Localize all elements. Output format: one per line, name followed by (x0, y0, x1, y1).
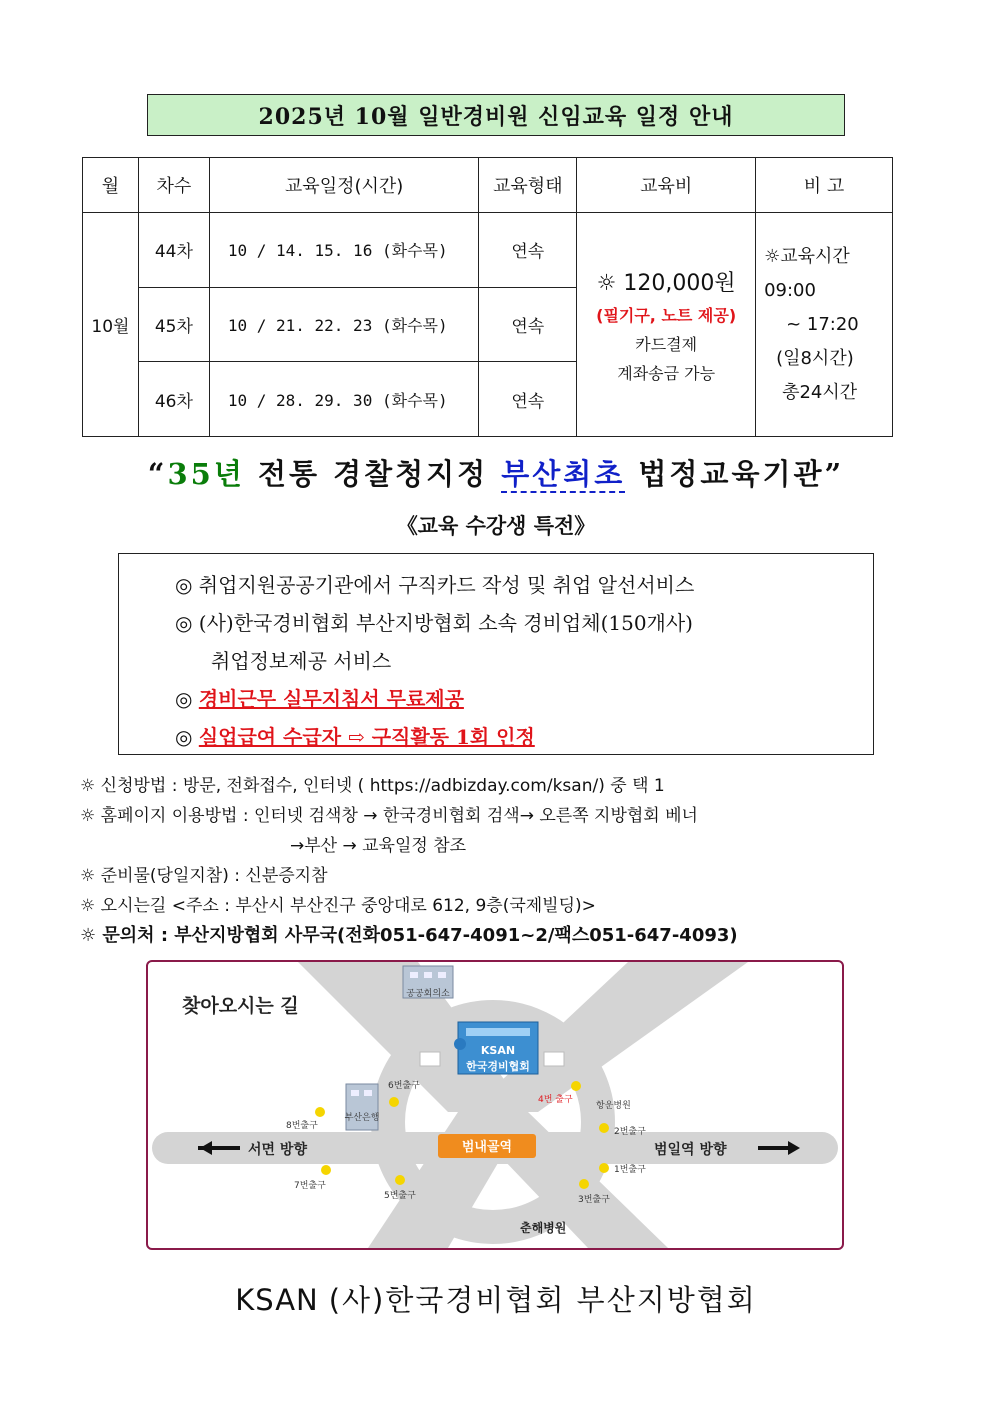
benefit-item (175, 718, 873, 756)
hospital-label: 춘해병원 (520, 1221, 567, 1235)
type-cell: 연속 (479, 287, 577, 362)
station-label: 범내골역 (461, 1140, 513, 1155)
slogan (0, 452, 992, 493)
schedule-cell: 10 / 21. 22. 23 (화수목) (209, 287, 479, 362)
schedule-cell: 10 / 14. 15. 16 (화수목) (209, 213, 479, 288)
schedule-table (82, 157, 893, 437)
info-directions: ☼ 오시는길 <주소 : 부산시 부산진구 중앙대로 612, 9층(국제빌딩)> (80, 896, 596, 916)
left-direction-label: 서면 방향 (248, 1142, 307, 1158)
crosswalk (544, 1052, 564, 1066)
round-cell: 44차 (138, 213, 209, 288)
slogan-quote: “ (147, 457, 168, 491)
round-cell: 46차 (138, 362, 209, 437)
benefits-heading: 《교육 수강생 특전》 (396, 514, 596, 538)
info-prep: ☼ 준비물(당일지참) : 신분증지참 (80, 866, 328, 886)
exit-label: 6번출구 (388, 1081, 420, 1091)
info-contact: ☼ 문의처 : 부산지방협회 사무국(전화051-647-4091~2/팩스051-647-4093) (80, 925, 738, 946)
exit-label: 8번출구 (286, 1121, 318, 1131)
exit-label: 3번출구 (578, 1195, 610, 1205)
slogan-middle: 전통 경찰청지정 (244, 457, 502, 491)
benefit-item: ◎ 취업지원공공기관에서 구직카드 작성 및 취업 알선서비스 (175, 573, 695, 597)
benefits-box (118, 553, 874, 755)
info-section (80, 771, 930, 951)
remarks-line: 09:00 (764, 279, 816, 301)
header-remarks: 비 고 (756, 158, 893, 213)
exit-label: 5번출구 (384, 1191, 416, 1201)
fee-card: 카드결제 (635, 334, 698, 354)
location-map (146, 960, 844, 1250)
info-apply: ☼ 신청방법 : 방문, 전화접수, 인터넷 ( https://adbizday.com/ksan/) 중 택 1 (80, 776, 665, 796)
header-fee: 교육비 (577, 158, 756, 213)
hospital-label: 항운병원 (596, 1101, 631, 1111)
slogan-end: 법정교육기관” (625, 457, 845, 491)
remarks-line: ☼교육시간 (764, 245, 850, 267)
fee-note: (필기구, 노트 제공) (596, 305, 737, 325)
benefit-highlight: 경비근무 실무지침서 무료제공 (198, 687, 464, 711)
header-type: 교육형태 (479, 158, 577, 213)
round-cell: 45차 (138, 287, 209, 362)
benefit-highlight: 실업급여 수급자 ⇨ 구직활동 1회 인정 (198, 725, 535, 749)
type-cell: 연속 (479, 362, 577, 437)
map-title: 찾아오시는 길 (182, 995, 299, 1017)
hq-name-label: 한국경비협회 (466, 1060, 530, 1073)
header-month: 월 (83, 158, 139, 213)
hq-logo-label: KSAN (480, 1044, 516, 1057)
bank-label: 부산은행 (344, 1113, 380, 1123)
top-building-label: 공공회의소 (406, 989, 450, 999)
remarks-text (756, 240, 892, 410)
bank-building-icon (346, 1084, 378, 1130)
exit-label: 7번출구 (294, 1181, 326, 1191)
benefit-mark: ◎ (175, 725, 199, 749)
schedule-cell: 10 / 28. 29. 30 (화수목) (209, 362, 479, 437)
info-homepage-continued: →부산 → 교육일정 참조 (290, 836, 467, 856)
benefit-mark: ◎ (175, 687, 199, 711)
header-round: 차수 (138, 158, 209, 213)
map-drawing (148, 962, 842, 1248)
remarks-line: 총24시간 (782, 381, 858, 403)
fee-cell (577, 213, 756, 437)
exit-label: 1번출구 (614, 1165, 646, 1175)
remarks-line: ~ 17:20 (786, 313, 859, 335)
table-header-row (83, 158, 893, 213)
fee-transfer: 계좌송금 가능 (617, 363, 716, 383)
page-title: 2025년 10월 일반경비원 신임교육 일정 안내 (147, 94, 845, 136)
remarks-line: (일8시간) (776, 347, 854, 369)
footer (0, 1278, 992, 1319)
type-cell: 연속 (479, 213, 577, 288)
ksan-logo: KSAN (235, 1283, 319, 1317)
benefit-item-continued: 취업정보제공 서비스 (211, 649, 392, 673)
exit-label: 4번 출구 (538, 1095, 573, 1105)
info-homepage: ☼ 홈페이지 이용방법 : 인터넷 검색창 → 한국경비협회 검색→ 오른쪽 지방협회 베너 (80, 806, 698, 826)
table-row (83, 213, 893, 288)
slogan-years: 35년 (167, 457, 245, 491)
month-cell: 10월 (83, 213, 139, 437)
benefit-item (175, 680, 873, 718)
remarks-cell (756, 213, 893, 437)
right-direction-label: 범일역 방향 (654, 1142, 727, 1158)
slogan-highlight: 부산최초 (501, 457, 626, 491)
header-schedule: 교육일정(시간) (209, 158, 479, 213)
footer-org: (사)한국경비협회 부산지방협회 (328, 1283, 757, 1317)
benefit-item: ◎ (사)한국경비협회 부산지방협회 소속 경비업체(150개사) (175, 611, 693, 635)
location-pin-icon (454, 1038, 466, 1050)
exit-label: 2번출구 (614, 1127, 646, 1137)
crosswalk (420, 1052, 440, 1066)
fee-amount: ☼ 120,000원 (596, 270, 736, 296)
